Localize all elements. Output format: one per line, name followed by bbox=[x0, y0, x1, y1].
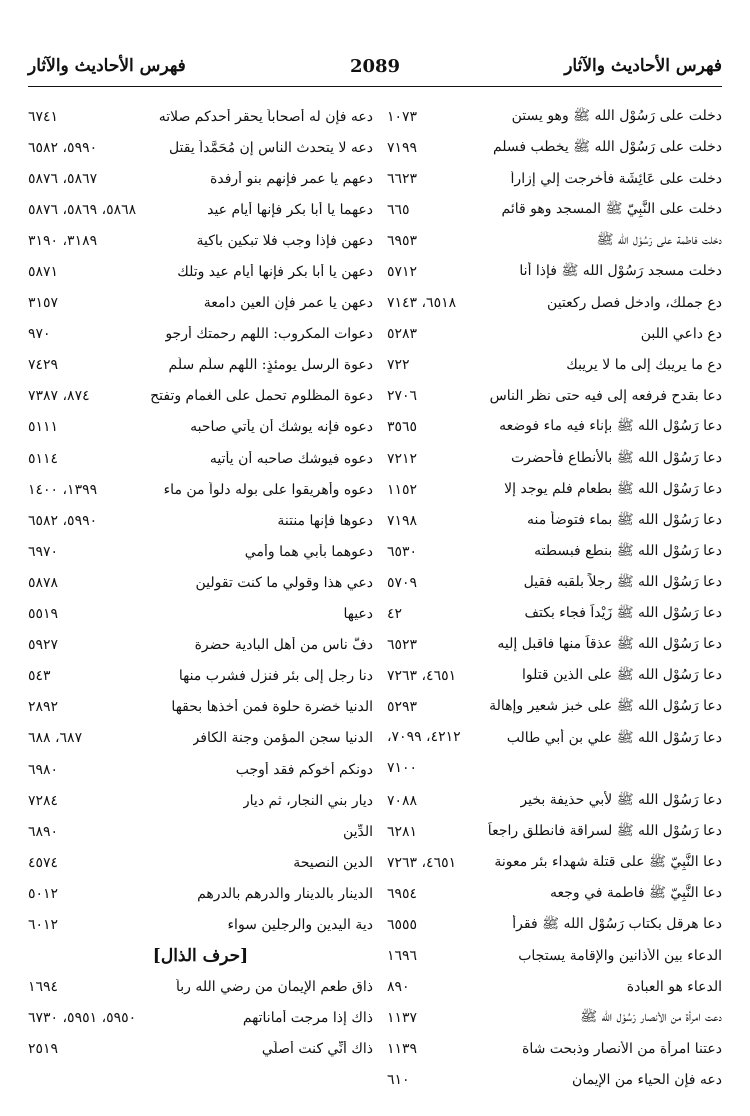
entry-text: الدينار بالدينار والدرهم بالدرهم bbox=[197, 885, 373, 902]
index-entry bbox=[28, 1034, 373, 1065]
entry-reference: ٣١٥٧ bbox=[28, 295, 59, 312]
entry-reference: ٥١١٤ bbox=[28, 450, 59, 467]
index-entry bbox=[28, 194, 373, 225]
entry-reference: ٥٨٦٧، ٥٨٧٦ bbox=[28, 170, 98, 187]
entry-text: الدِّين bbox=[342, 823, 373, 840]
entry-text: دية اليدين والرجلين سواء bbox=[227, 916, 373, 933]
index-entry bbox=[28, 909, 373, 940]
entry-text: دعوات المكروب: اللهم رحمتك أرجو bbox=[165, 326, 373, 343]
index-entry bbox=[387, 1034, 722, 1065]
entry-reference: ٧١٩٩ bbox=[387, 139, 418, 156]
entry-text: دعا هرقل بكتاب رَسُوْل الله ﷺ فقرأ bbox=[512, 915, 722, 932]
entry-text: دع داعي اللبن bbox=[640, 326, 722, 343]
entry-reference: ٥٩٢٧ bbox=[28, 637, 59, 654]
entry-reference: ٦٧٤١ bbox=[28, 108, 59, 125]
entry-reference: ١١٣٧ bbox=[387, 1010, 418, 1027]
entry-text: دعا رَسُوْل الله ﷺ علي بن أبي طالب bbox=[506, 729, 722, 746]
index-entry bbox=[28, 101, 373, 132]
entry-text: دعه لا يتحدث الناس إن مُحَمَّداً يقتل bbox=[168, 139, 373, 156]
index-entry bbox=[28, 692, 373, 723]
index-entry bbox=[28, 163, 373, 194]
entry-text: دعت امرأة من الأنصار رَسُوْل الله ﷺ bbox=[580, 1009, 722, 1026]
index-entry bbox=[387, 1003, 722, 1034]
entry-reference: ٢٧٠٦ bbox=[387, 388, 418, 405]
index-entry bbox=[387, 599, 722, 630]
index-entry bbox=[387, 101, 722, 132]
index-entry bbox=[28, 878, 373, 909]
index-entry bbox=[28, 350, 373, 381]
entry-text: دخلت مسجد رَسُوْل الله ﷺ فإذا أنا bbox=[519, 263, 722, 280]
entry-text: دعوهما بأبي هما وأمي bbox=[244, 543, 373, 560]
index-entry bbox=[387, 847, 722, 878]
entry-text: دع جملك، وادخل فصل ركعتين bbox=[547, 295, 722, 312]
entry-reference: ٦٩٧٠ bbox=[28, 543, 59, 560]
index-entry bbox=[28, 319, 373, 350]
index-entry bbox=[28, 816, 373, 847]
entry-text: دعي هذا وقولي ما كنت تقولين bbox=[195, 574, 373, 591]
entry-reference: ٦١٠ bbox=[387, 1072, 410, 1089]
entry-reference: ٤٥٧٤ bbox=[28, 854, 59, 871]
index-entry bbox=[387, 132, 722, 163]
index-entry bbox=[28, 754, 373, 785]
running-title-right: فهرس الأحاديث والآثار bbox=[564, 56, 722, 76]
index-entry bbox=[28, 536, 373, 567]
entry-reference: ٥٨٧٨ bbox=[28, 574, 59, 591]
entry-text: دعا النَّبِيّ ﷺ على قتلة شهداء بئر معونة bbox=[494, 853, 722, 870]
index-entry bbox=[387, 878, 722, 909]
running-title-left: فهرس الأحاديث والآثار bbox=[28, 56, 186, 76]
entry-reference: ٨٩٠ bbox=[387, 979, 410, 996]
entry-reference: ٣١٨٩، ٣١٩٠ bbox=[28, 232, 98, 249]
index-entry bbox=[387, 692, 722, 723]
entry-reference: ٨٧٤، ٧٣٨٧ bbox=[28, 388, 90, 405]
entry-text: الدعاء بين الأذانين والإقامة يستجاب bbox=[518, 948, 722, 965]
entry-reference: ٤٢١٢، ٧٠٩٩، bbox=[387, 728, 461, 745]
entry-reference: ٥٩٩٠، ٦٥٨٢ bbox=[28, 139, 98, 156]
entry-reference: ٧٢٢ bbox=[387, 357, 410, 374]
entry-reference: ٢٥١٩ bbox=[28, 1041, 59, 1058]
index-entry bbox=[387, 785, 722, 816]
entry-reference: ٤٢ bbox=[387, 606, 403, 623]
index-entry bbox=[387, 381, 722, 412]
entry-reference: ٦٨٧، ٦٨٨ bbox=[28, 730, 83, 747]
index-entry bbox=[387, 567, 722, 598]
header-divider bbox=[28, 86, 722, 87]
entry-text: ذاك أنِّي كنت أُصلِّي bbox=[261, 1041, 373, 1058]
entry-text: دنا رجل إلى بئر فنزل فشرب منها bbox=[178, 668, 373, 685]
entry-reference: ٥٢٨٣ bbox=[387, 326, 418, 343]
entry-text: دعوه وأهريقوا على بوله دلواً من ماء bbox=[163, 481, 373, 498]
index-entry bbox=[387, 505, 722, 536]
entry-text: دعا رَسُوْل الله ﷺ بنطع فبسطته bbox=[534, 542, 722, 559]
entry-reference: ٦٩٥٤ bbox=[387, 885, 418, 902]
entry-text: ذاق طعم الإيمان من رضي الله رباً bbox=[175, 979, 373, 996]
entry-text: دخلت فاطمة على رَسُوْل الله ﷺ bbox=[596, 231, 722, 248]
entry-reference: ٥٠١٢ bbox=[28, 885, 59, 902]
entry-text: ذاك إذا مرجت أماناتهم bbox=[242, 1010, 373, 1027]
index-entry bbox=[387, 972, 722, 1003]
entry-text: دخلت على رَسُوْل الله ﷺ وهو يستن bbox=[511, 107, 722, 124]
entry-text: دخلت على النَّبِيّ ﷺ المسجد وهو قائم bbox=[501, 200, 722, 217]
entry-reference: ٥٩٥٠، ٥٩٥١، ٦٧٣٠ bbox=[28, 1010, 137, 1027]
page-number: 2089 bbox=[349, 56, 401, 77]
index-entry bbox=[387, 630, 722, 661]
index-entry bbox=[387, 350, 722, 381]
index-entry bbox=[28, 847, 373, 878]
entry-reference: ٦٩٥٣ bbox=[387, 232, 418, 249]
entry-reference: ٦٦٥ bbox=[387, 201, 410, 218]
index-entry bbox=[387, 256, 722, 287]
index-entry bbox=[28, 723, 373, 754]
entry-text: دعيها bbox=[343, 606, 373, 623]
entry-reference: ٦٥٢٣ bbox=[387, 637, 418, 654]
index-column-left bbox=[28, 101, 373, 1065]
index-entry bbox=[28, 256, 373, 287]
entry-text: دعا رَسُوْل الله ﷺ لسراقة فانطلق راجعاً bbox=[487, 822, 722, 839]
entry-reference: ٥٢٩٣ bbox=[387, 699, 418, 716]
entry-reference: ١١٣٩ bbox=[387, 1041, 418, 1058]
entry-reference: ٢٨٩٢ bbox=[28, 699, 59, 716]
entry-reference: ٧١٩٨ bbox=[387, 512, 418, 529]
entry-text: الدنيا سجن المؤمن وجنة الكافر bbox=[192, 730, 373, 747]
entry-text: دعا رَسُوْل الله ﷺ عذقاً منها فاقبل إليه bbox=[497, 636, 722, 653]
entry-text: الدعاء هو العبادة bbox=[626, 979, 722, 996]
entry-text: دونكم أخوكم فقد أوجب bbox=[235, 761, 373, 778]
entry-text: دفَّ ناس من أهل البادية حضرة bbox=[194, 637, 373, 654]
index-entry bbox=[387, 163, 722, 194]
entry-text: دعا رَسُوْل الله ﷺ بالأنطاع فأحضرت bbox=[510, 449, 722, 466]
entry-reference: ٦٦٢٣ bbox=[387, 170, 418, 187]
entry-reference: ٧٠٨٨ bbox=[387, 792, 418, 809]
entry-reference: ٥٧٠٩ bbox=[387, 574, 418, 591]
index-entry bbox=[387, 723, 722, 785]
index-entry bbox=[28, 630, 373, 661]
entry-reference: ١٣٩٩، ١٤٠٠ bbox=[28, 481, 98, 498]
entry-text: دعا رَسُوْل الله ﷺ على خبز شعير وإهالة bbox=[489, 698, 722, 715]
entry-text: دعه فإن الحياء من الإيمان bbox=[572, 1072, 722, 1089]
entry-text: دعهن يا أبا بكر فإنها أيام عيد وتلك bbox=[177, 264, 373, 281]
entry-reference: ٦٥٥٥ bbox=[387, 916, 418, 933]
index-entry bbox=[28, 599, 373, 630]
entry-reference: ١١٥٢ bbox=[387, 481, 418, 498]
entry-text: الدين النصيحة bbox=[293, 854, 373, 871]
entry-reference: ١٠٧٣ bbox=[387, 108, 418, 125]
index-entry bbox=[28, 785, 373, 816]
index-entry bbox=[28, 412, 373, 443]
entry-text: دعا رَسُوْل الله ﷺ بماء فتوضأ منه bbox=[526, 511, 722, 528]
entry-reference: ٤٦٥١، ٧٢٦٣ bbox=[387, 668, 457, 685]
entry-reference: ١٦٩٦ bbox=[387, 948, 418, 965]
entry-reference: ٥٨٦٨، ٥٨٦٩، ٥٨٧٦ bbox=[28, 201, 137, 218]
index-entry bbox=[387, 194, 722, 225]
index-entry bbox=[387, 225, 722, 256]
entry-text: دخلت على عَائِشَة فأخرجت إلي إزاراً bbox=[510, 170, 722, 187]
index-entry bbox=[387, 474, 722, 505]
entry-text: دعا رَسُوْل الله ﷺ على الذين قتلوا bbox=[521, 667, 722, 684]
index-entry bbox=[28, 443, 373, 474]
entry-reference: ٣٥٦٥ bbox=[387, 419, 418, 436]
entry-reference: ٦٥١٨، ٧١٤٣ bbox=[387, 295, 457, 312]
entry-text: دعهم يا عمر فإنهم بنو أرفدة bbox=[210, 170, 373, 187]
section-heading: [حرف الذال] bbox=[152, 946, 249, 967]
index-entry bbox=[387, 909, 722, 940]
index-entry bbox=[28, 225, 373, 256]
entry-text: دعا رَسُوْل الله ﷺ بإناء فيه ماء فوضعه bbox=[499, 418, 722, 435]
entry-text: دعه فإن له أصحاباً يحقر أحدكم صلاته bbox=[158, 108, 373, 125]
page-header bbox=[28, 52, 722, 82]
entry-reference: ٧٢٨٤ bbox=[28, 792, 59, 809]
entry-text: دعهن فإذا وجب فلا تبكين باكية bbox=[196, 232, 373, 249]
entry-text: دعهما يا أبا بكر فإنها أيام عيد bbox=[207, 201, 373, 218]
entry-text: دخلت على رَسُوْل الله ﷺ يخطب فسلم bbox=[492, 138, 722, 155]
index-entry bbox=[28, 288, 373, 319]
entry-reference: ٦٨٩٠ bbox=[28, 823, 59, 840]
entry-text: دعتنا امرأة من الأنصار وذبحت شاة bbox=[522, 1041, 722, 1058]
index-entry bbox=[387, 816, 722, 847]
index-column-right bbox=[387, 101, 722, 1096]
index-entry bbox=[387, 661, 722, 692]
entry-reference: ٦٩٨٠ bbox=[28, 761, 59, 778]
index-entry bbox=[387, 288, 722, 319]
entry-reference: ٥٩٩٠، ٦٥٨٢ bbox=[28, 512, 98, 529]
index-entry bbox=[28, 661, 373, 692]
entry-text: دعا بقدح فرفعه إلى فيه حتى نظر الناس bbox=[489, 388, 722, 405]
entry-text: دعا رَسُوْل الله ﷺ رجلاً بلقبه فقيل bbox=[523, 573, 722, 590]
entry-text: دع ما يريبك إلى ما لا يريبك bbox=[566, 357, 722, 374]
entry-reference: ١٦٩٤ bbox=[28, 979, 59, 996]
entry-reference: ٦٢٨١ bbox=[387, 823, 418, 840]
index-entry bbox=[387, 536, 722, 567]
entry-text: دعا رَسُوْل الله ﷺ بطعام فلم يوجد إلا bbox=[504, 480, 722, 497]
index-entry bbox=[28, 474, 373, 505]
index-entry bbox=[28, 505, 373, 536]
entry-text: دعوها فإنها منتنة bbox=[277, 512, 373, 529]
entry-reference: ٥٥١٩ bbox=[28, 606, 59, 623]
index-entry bbox=[387, 941, 722, 972]
entry-reference: ٤٦٥١، ٧٢٦٣ bbox=[387, 854, 457, 871]
entry-reference: ٩٧٠ bbox=[28, 326, 51, 343]
entry-reference: ٥١١١ bbox=[28, 419, 59, 436]
index-entry bbox=[28, 1003, 373, 1034]
entry-text: دعوه فإنه يوشك أن يأتي صاحبه bbox=[190, 419, 373, 436]
entry-reference: ٦٥٣٠ bbox=[387, 543, 418, 560]
index-entry bbox=[387, 443, 722, 474]
entry-text: دعا النَّبِيّ ﷺ فاطمة في وجعه bbox=[549, 884, 722, 901]
entry-text: دعوه فيوشك صاحبه أن يأتيه bbox=[209, 450, 373, 467]
entry-text: دعوة الرسل يومئذٍ: اللهم سلّم سلّم bbox=[168, 357, 373, 374]
entry-reference: ٥٤٣ bbox=[28, 668, 51, 685]
entry-text: دعا رَسُوْل الله ﷺ لأبي حذيفة بخير bbox=[520, 791, 722, 808]
index-entry bbox=[387, 1065, 722, 1096]
index-entry bbox=[387, 319, 722, 350]
entry-text: دعا رَسُوْل الله ﷺ زَيْداً فجاء بكتف bbox=[524, 605, 722, 622]
index-entry bbox=[28, 972, 373, 1003]
index-entry bbox=[28, 132, 373, 163]
entry-reference: ٧٤٢٩ bbox=[28, 357, 59, 374]
entry-text: ديار بني النجار، ثم ديار bbox=[242, 792, 373, 809]
entry-text: دعهن يا عمر فإن العين دامعة bbox=[203, 295, 373, 312]
index-entry bbox=[28, 567, 373, 598]
entry-reference: ٥٧١٢ bbox=[387, 264, 418, 281]
entry-reference: ٧٢١٢ bbox=[387, 450, 418, 467]
entry-reference: ٦٠١٢ bbox=[28, 916, 59, 933]
index-entry bbox=[28, 381, 373, 412]
entry-text: الدنيا خضرة حلوة فمن أخذها بحقها bbox=[171, 699, 373, 716]
index-entry bbox=[387, 412, 722, 443]
entry-reference-continued: ٧١٠٠ bbox=[387, 759, 418, 776]
entry-reference: ٥٨٧١ bbox=[28, 264, 59, 281]
entry-text: دعوة المظلوم تحمل على الغمام وتفتح bbox=[150, 388, 373, 405]
